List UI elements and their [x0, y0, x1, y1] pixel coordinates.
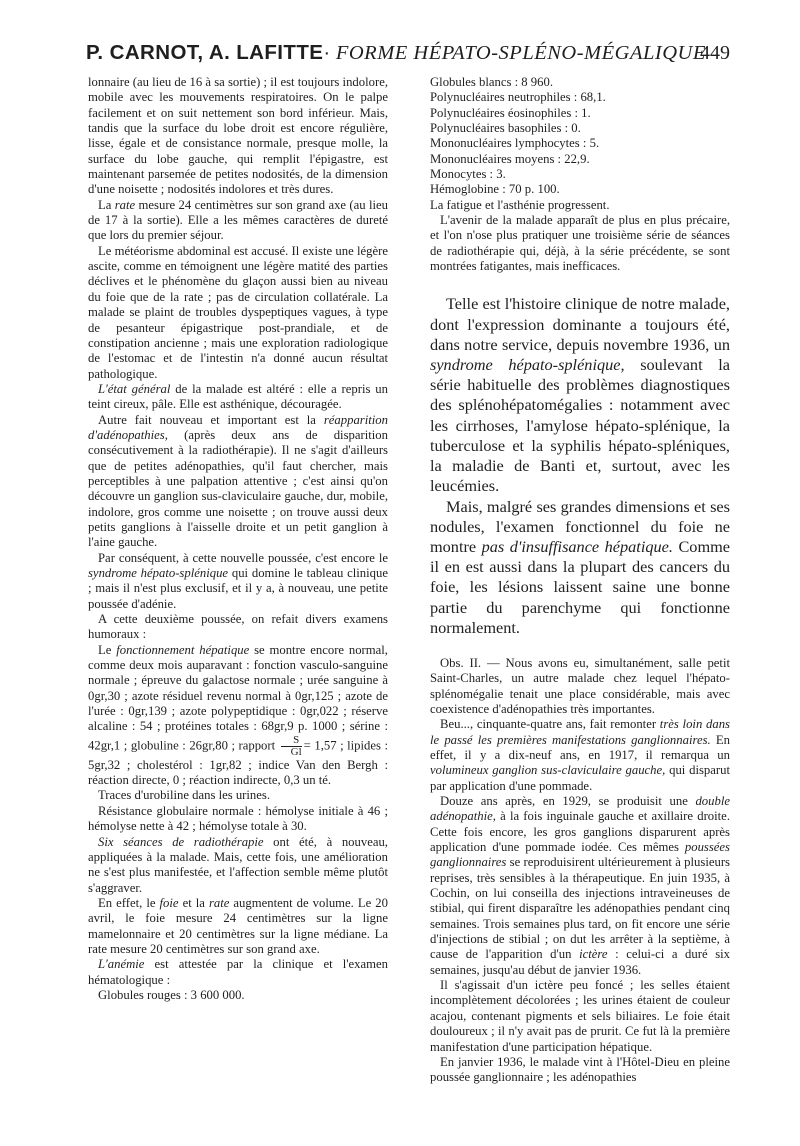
paragraph: Beu..., cinquante-quatre ans, fait remonter très loin dans le passé les premières manifestations ganglionnaires. En effet, il y a dix-neuf ans, en 1917, il remarqua un volumineux ganglion sus-claviculaire gauche, qui disparut par application d'une pommade.	[430, 717, 730, 793]
right-column	[430, 75, 730, 1086]
list-item: Hémoglobine : 70 p. 100.	[430, 182, 560, 197]
paragraph: Douze ans après, en 1929, se produisit une double adénopathie, à la fois inguinale gauche et axillaire droite. Cette fois encore, les gros ganglions disparurent après application d'une pommade iodée. Ces mêmes poussées ganglionnaires se reproduisirent ultérieurement à plusieurs reprises, très sensibles à la thérapeutique. En juin 1935, à Cochin, on lui conseilla des injections intraveineuses de stibial, qui firent disparaître les adénopathies pendant cinq semaines. Trois semaines plus tard, on fit encore une série d'injections de stibial ; on dut les arrêter à la septième, à cause de l'apparition d'un ictère : celui-ci a duré six semaines, jusqu'au début de janvier 1936.	[430, 794, 730, 977]
page-number: 449	[700, 42, 730, 64]
list-item: Polynucléaires neutrophiles : 68,1.	[430, 90, 606, 105]
running-header	[86, 40, 726, 66]
paragraph: Six séances de radiothérapie ont été, à nouveau, appliquées à la malade. Mais, cette fois, une amélioration ne s'est plus manifestée, et l'affection semble même plutôt s'aggraver.	[88, 834, 388, 895]
prognosis-block	[430, 213, 730, 274]
paragraph: Traces d'urobiline dans les urines.	[98, 788, 271, 803]
ratio-fraction: $\frac{S}{Gl}$	[281, 735, 302, 758]
paragraph: En janvier 1936, le malade vint à l'Hôtel-Dieu en pleine poussée ganglionnaire ; les adénopathies	[430, 1054, 730, 1085]
list-item: La fatigue et l'asthénie progressent.	[430, 197, 610, 212]
paragraph: La rate mesure 24 centimètres sur son grand axe (au lieu de 17 à la sortie). Elle a les mêmes caractères de dureté que lors du premier séjour.	[88, 197, 388, 243]
list-item: Mononucléaires lymphocytes : 5.	[430, 136, 600, 151]
paragraph: Globules rouges : 3 600 000.	[98, 987, 245, 1002]
left-column	[88, 75, 388, 1003]
paragraph: Il s'agissait d'un ictère peu foncé ; les selles étaient incomplètement décolorées ; les urines étaient de couleur acajou, contenant pigments et sels biliaires. Le foie était douloureux ; il n'y avait pas de prurit. Ce fut là la première manifestation d'une participation hépatique.	[430, 978, 730, 1054]
discussion-block	[430, 294, 730, 637]
list-item: Globules blancs : 8 960.	[430, 75, 553, 89]
paragraph: lonnaire (au lieu de 16 à sa sortie) ; il est toujours indolore, mobile avec les mouvements respiratoires. On le palpe facilement et on suit nettement son bord inférieur. Mais, tandis que la surface du lobe droit est encore régulière, lisse, égale et de consistance normale, presque molle, la surface du lobe gauche, qui remplit l'épigastre, est maintenant parsemée de petites nodosités, de la dimension d'une noisette ; nodosités indolores et très dures.	[88, 75, 388, 197]
header-title: FORME HÉPATO-SPLÉNO-MÉGALIQUE	[335, 42, 706, 64]
paragraph: Le fonctionnement hépatique se montre encore normal, comme deux mois auparavant : fonction vasculo-sanguine normale ; épreuve du galactose normale ; urée sanguine à 0gr,30 ; azote résiduel revenu normal à 0gr,125 ; azote de l'urée : 0gr,139 ; azote polypeptidique : 0gr,022 ; réserve alcaline : 54 ; protéines totales : 68gr,9 p. 1000 ; sérine : 42gr,1 ; globuline : 26gr,80 ; rapport $\frac{S}{Gl}$ = 1,57 ; lipides : 5gr,32 ; cholestérol : 1gr,82 ; indice Van den Bergh : réaction directe, 0 ; réaction indirecte, 0,3 un té.	[88, 642, 388, 788]
paragraph: Telle est l'histoire clinique de notre malade, dont l'expression dominante a toujours été, dans notre service, depuis novembre 1936, un syndrome hépato-splénique, soulevant la série habituelle des problèmes diagnostiques des splénohépatomégalies : notamment avec les cirrhoses, l'amylose hépato-splénique, la tuberculose et la syphilis hépato-spléniques, la maladie de Banti et, surtout, avec les leucémies.	[430, 294, 730, 496]
paragraph: A cette deuxième poussée, on refait divers examens humoraux :	[88, 612, 388, 642]
paragraph: Résistance globulaire normale : hémolyse initiale à 46 ; hémolyse nette à 42 ; hémolyse totale à 30.	[88, 803, 388, 834]
list-item: Polynucléaires éosinophiles : 1.	[430, 105, 591, 120]
paragraph: L'anémie est attestée par la clinique et l'examen hématologique :	[88, 957, 388, 987]
header-separator: ·	[323, 41, 331, 64]
paragraph: L'état général de la malade est altéré : elle a repris un teint cireux, pâle. Elle est asthénique, découragée.	[88, 381, 388, 412]
list-item: Polynucléaires basophiles : 0.	[430, 121, 581, 136]
observation-ii	[430, 656, 730, 1086]
paragraph: Obs. II. — Nous avons eu, simultanément, salle petit Saint-Charles, un autre malade chez lequel l'hépato-splénomégalie tenait une place considérable, mais avec coexistence d'adénopathies très importantes.	[430, 655, 730, 716]
header-authors: P. CARNOT, A. LAFITTE	[86, 41, 324, 64]
paragraph: Mais, malgré ses grandes dimensions et ses nodules, l'examen fonctionnel du foie ne montre pas d'insuffisance hépatique. Comme il en est aussi dans la plupart des cancers du foie, les lésions laissent saine une bonne partie du parenchyme qui fonctionne normalement.	[430, 496, 730, 637]
paragraph: Par conséquent, à cette nouvelle poussée, c'est encore le syndrome hépato-splénique qui domine le tableau clinique ; mais il n'est plus exclusif, et il y a, à nouveau, une petite poussée d'adénie.	[88, 550, 388, 611]
paragraph: Le météorisme abdominal est accusé. Il existe une légère ascite, comme en témoignent une légère matité des parties déclives et le phénomène du glaçon aussi bien au niveau du foie que de la rate ; pas de circulation collatérale. La malade se plaint de troubles dyspeptiques vagues, à type de pesanteur épigastrique post-prandiale, et de constipation ancienne ; mais une exploration radiologique de l'estomac et de l'intestin n'a donné aucun résultat pathologique.	[88, 243, 388, 381]
paragraph: L'avenir de la malade apparaît de plus en plus précaire, et l'on n'ose plus pratiquer une troisième série de séances de radiothérapie qui, déjà, à la série précédente, se sont montrées fatigantes, mais inefficaces.	[430, 213, 730, 274]
paragraph: Autre fait nouveau et important est la réapparition d'adénopathies, (après deux ans de disparition consécutivement à la radiothérapie). Il ne s'agit d'ailleurs que de petites adénopathies, qu'il faut chercher, mais perceptibles à une palpation attentive ; c'est ainsi qu'on découvre un ganglion sus-claviculaire gauche, dur, mobile, indolore, gros comme une noisette ; on trouve aussi deux petits ganglions à l'aisselle droite et un petit ganglion à l'aine gauche.	[88, 412, 388, 550]
paragraph: En effet, le foie et la rate augmentent de volume. Le 20 avril, le foie mesure 24 centimètres sur la ligne mamelonnaire et 20 centimètres sur la ligne médiane. La rate mesure 20 centimètres sur son grand axe.	[88, 895, 388, 956]
blood-count-list	[430, 75, 730, 213]
list-item: Mononucléaires moyens : 22,9.	[430, 151, 590, 166]
list-item: Monocytes : 3.	[430, 167, 506, 182]
